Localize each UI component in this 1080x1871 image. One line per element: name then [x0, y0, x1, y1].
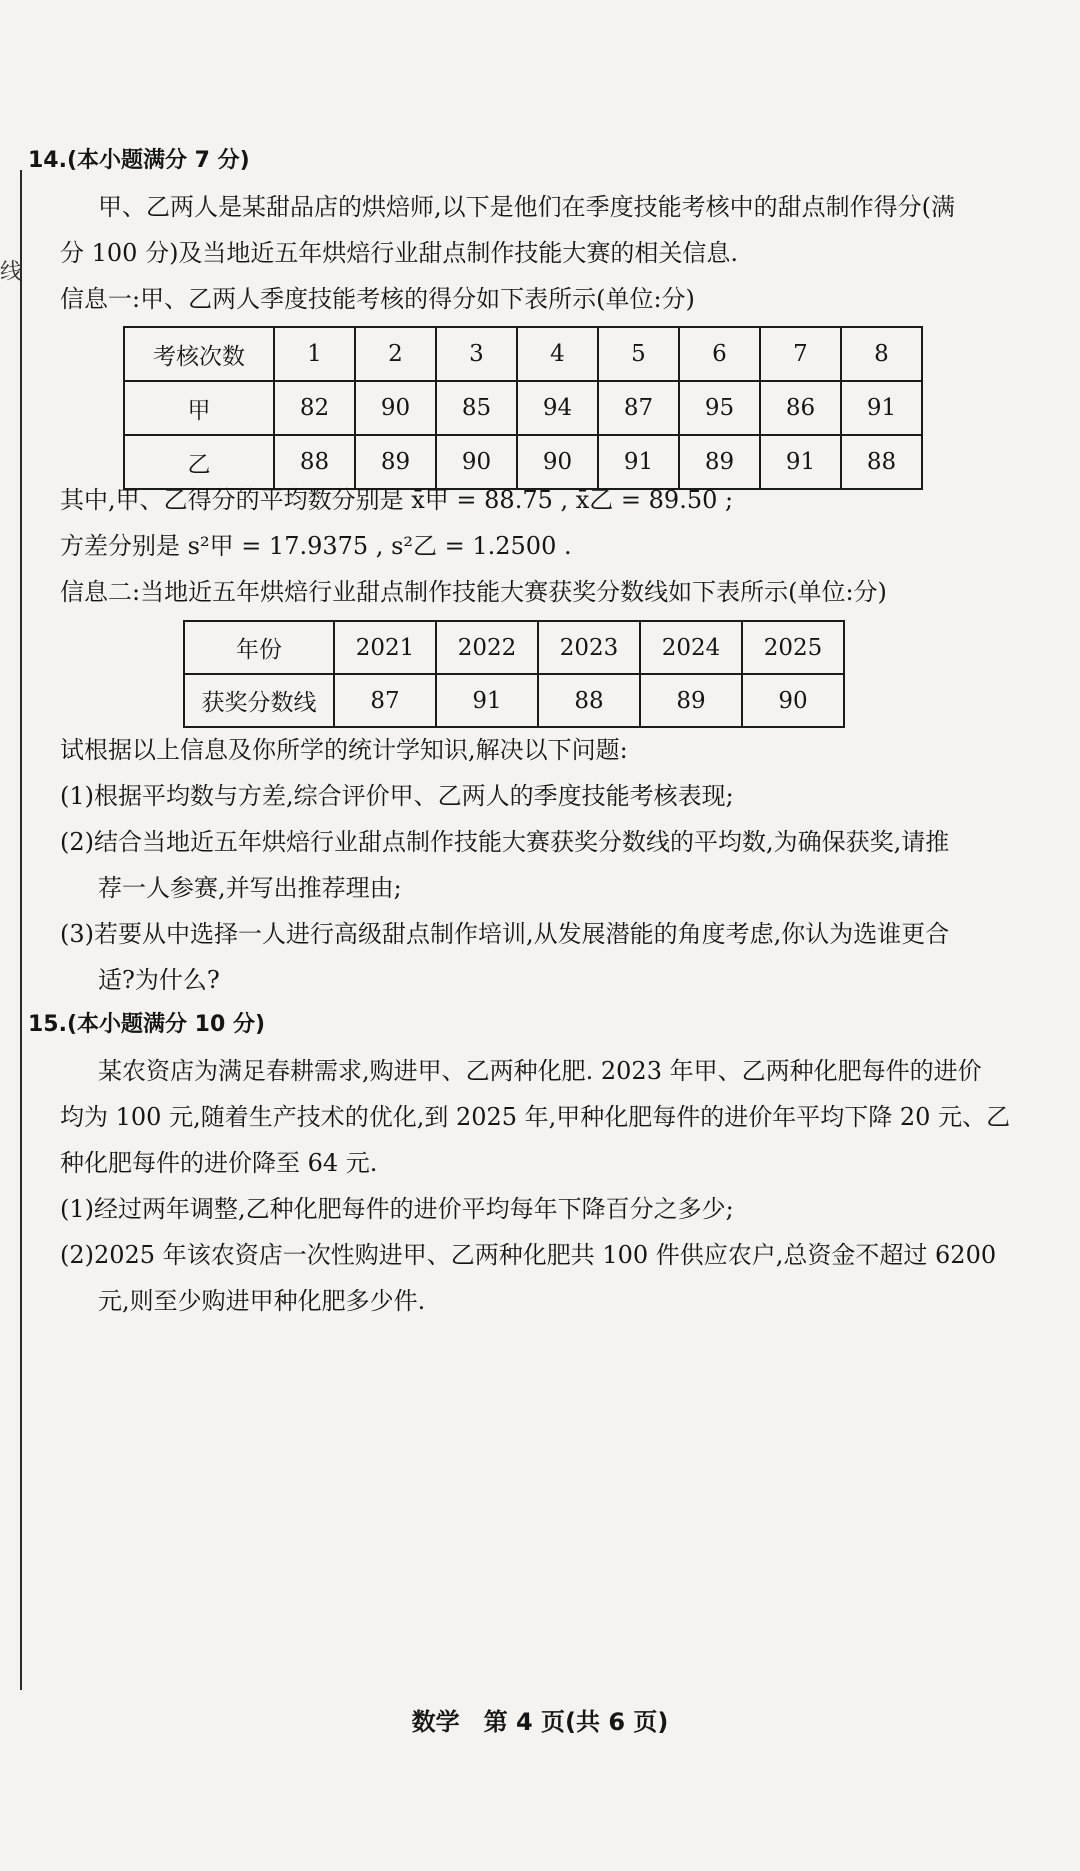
table-column-header: 6 [679, 327, 760, 381]
table-cell: 94 [517, 381, 598, 435]
table-cell: 95 [679, 381, 760, 435]
table-column-header: 2023 [538, 621, 640, 674]
row-label-jia: 甲 [124, 381, 274, 435]
q14-title: 14.(本小题满分 7 分) [28, 148, 250, 173]
table-row [184, 621, 844, 674]
table-cell: 82 [274, 381, 355, 435]
q14-subquestion-1: (1)根据平均数与方差,综合评价甲、乙两人的季度技能考核表现; [60, 782, 734, 810]
table-row [124, 381, 922, 435]
q15-body-line-2: 均为 100 元,随着生产技术的优化,到 2025 年,甲种化肥每件的进价年平均下降 20 元、乙 [60, 1103, 1011, 1131]
table-column-header: 2022 [436, 621, 538, 674]
table-column-header: 5 [598, 327, 679, 381]
table-cell: 90 [436, 435, 517, 489]
page-footer: 数学 第 4 页(共 6 页) [411, 1708, 669, 1736]
table-column-header: 2025 [742, 621, 844, 674]
q14-subquestion-3-line-2: 适?为什么? [98, 966, 220, 994]
q15-subquestion-1: (1)经过两年调整,乙种化肥每件的进价平均每年下降百分之多少; [60, 1195, 734, 1223]
table-column-header: 2021 [334, 621, 436, 674]
q14-subquestion-2-line-1: (2)结合当地近五年烘焙行业甜点制作技能大赛获奖分数线的平均数,为确保获奖,请推 [60, 828, 950, 856]
table-row [124, 435, 922, 489]
table-cell: 88 [841, 435, 922, 489]
table-cell: 91 [760, 435, 841, 489]
table-cell: 90 [517, 435, 598, 489]
table-column-header: 4 [517, 327, 598, 381]
table-column-header: 2 [355, 327, 436, 381]
table-cell: 91 [598, 435, 679, 489]
table-cell: 91 [436, 674, 538, 727]
table-header-label: 考核次数 [124, 327, 274, 381]
q14-info1-title: 信息一:甲、乙两人季度技能考核的得分如下表所示(单位:分) [60, 285, 695, 313]
table-row [124, 327, 922, 381]
row-label-cutoff: 获奖分数线 [184, 674, 334, 727]
table-cell: 88 [538, 674, 640, 727]
table-cell: 91 [841, 381, 922, 435]
table-cell: 90 [742, 674, 844, 727]
table-cell: 87 [598, 381, 679, 435]
q15-body-line-1: 某农资店为满足春耕需求,购进甲、乙两种化肥. 2023 年甲、乙两种化肥每件的进价 [98, 1057, 982, 1085]
q14-intro-line-2: 分 100 分)及当地近五年烘焙行业甜点制作技能大赛的相关信息. [60, 239, 739, 267]
table-cell: 89 [640, 674, 742, 727]
table-column-header: 7 [760, 327, 841, 381]
q15-title: 15.(本小题满分 10 分) [28, 1012, 266, 1037]
row-label-yi: 乙 [124, 435, 274, 489]
table-column-header: 1 [274, 327, 355, 381]
q14-info2-title: 信息二:当地近五年烘焙行业甜点制作技能大赛获奖分数线如下表所示(单位:分) [60, 578, 887, 606]
table-header-label: 年份 [184, 621, 334, 674]
table-cell: 89 [679, 435, 760, 489]
q14-subquestion-2-line-2: 荐一人参赛,并写出推荐理由; [98, 874, 402, 902]
q15-subquestion-2-line-1: (2)2025 年该农资店一次性购进甲、乙两种化肥共 100 件供应农户,总资金不超过 6200 [60, 1241, 997, 1269]
q14-prompt: 试根据以上信息及你所学的统计学知识,解决以下问题: [60, 736, 628, 764]
table-column-header: 2024 [640, 621, 742, 674]
q14-subquestion-3-line-1: (3)若要从中选择一人进行高级甜点制作培训,从发展潜能的角度考虑,你认为选谁更合 [60, 920, 950, 948]
award-cutoff-table [183, 620, 845, 728]
assessment-score-table [123, 326, 923, 490]
table-cell: 89 [355, 435, 436, 489]
table-column-header: 8 [841, 327, 922, 381]
table-cell: 85 [436, 381, 517, 435]
q15-body-line-3: 种化肥每件的进价降至 64 元. [60, 1149, 378, 1177]
table-cell: 87 [334, 674, 436, 727]
q14-intro-line-1: 甲、乙两人是某甜品店的烘焙师,以下是他们在季度技能考核中的甜点制作得分(满 [98, 193, 955, 221]
table-row [184, 674, 844, 727]
table-cell: 86 [760, 381, 841, 435]
q15-subquestion-2-line-2: 元,则至少购进甲种化肥多少件. [98, 1287, 426, 1315]
table-column-header: 3 [436, 327, 517, 381]
binding-margin-mark: 线 [0, 260, 23, 285]
q14-mean-line: 其中,甲、乙得分的平均数分别是 x̄甲 = 88.75 , x̄乙 = 89.50 ; [60, 486, 734, 514]
table-cell: 88 [274, 435, 355, 489]
q14-variance-line: 方差分别是 s²甲 = 17.9375 , s²乙 = 1.2500 . [60, 532, 572, 560]
table-cell: 90 [355, 381, 436, 435]
